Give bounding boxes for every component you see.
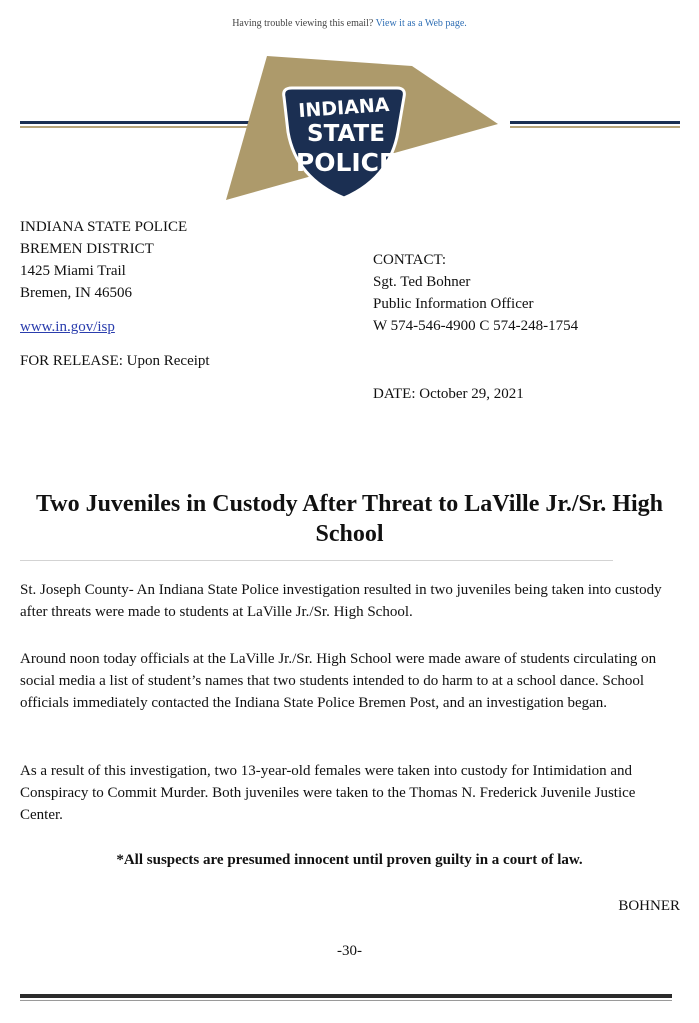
view-web-page-link[interactable]: View it as a Web page. xyxy=(375,18,467,29)
contact-title: Public Information Officer xyxy=(373,296,534,312)
district-name: BREMEN DISTRICT xyxy=(20,241,154,257)
contact-label: CONTACT: xyxy=(373,252,447,268)
street-address: 1425 Miami Trail xyxy=(20,263,126,279)
agency-name: INDIANA STATE POLICE xyxy=(20,219,188,235)
release-date: DATE: October 29, 2021 xyxy=(373,386,524,402)
body-paragraph: Around noon today officials at the LaVille Jr./Sr. High School were made aware of students circulating on social media a list of student’s names that two students intended to do harm to at a school dance. School officials immediately contacted the Indiana State Police Bremen Post, and an investigation began. xyxy=(20,651,657,711)
district-address-block xyxy=(20,216,187,304)
email-preheader xyxy=(0,18,699,29)
header-rule-right xyxy=(510,121,680,124)
preheader-text: Having trouble viewing this email? xyxy=(232,18,374,29)
contact-phones: W 574-546-4900 C 574-248-1754 xyxy=(373,318,579,334)
logo-text-state: STATE xyxy=(307,121,385,147)
isp-logo-graphic xyxy=(222,50,502,206)
contact-block xyxy=(373,249,578,337)
body-paragraph: As a result of this investigation, two 13-year-old females were taken into custody for Intimidation and Conspiracy to Commit Murder. Both juveniles were taken to the Thomas N. Frederick Juvenile Justice Center. xyxy=(20,763,636,823)
logo-text-indiana: INDIANA xyxy=(297,93,391,123)
end-mark: -30- xyxy=(337,943,362,959)
website-link[interactable]: www.in.gov/isp xyxy=(20,319,115,335)
contact-name: Sgt. Ted Bohner xyxy=(373,274,471,290)
release-line: FOR RELEASE: Upon Receipt xyxy=(20,353,210,369)
city-state-zip: Bremen, IN 46506 xyxy=(20,285,133,301)
author-signoff: BOHNER xyxy=(618,898,680,914)
innocence-disclaimer: *All suspects are presumed innocent until proven guilty in a court of law. xyxy=(116,852,583,868)
footer-rule xyxy=(20,994,672,998)
logo-text-police: POLICE xyxy=(295,148,397,177)
headline-divider xyxy=(20,560,613,561)
headline: Two Juveniles in Custody After Threat to LaVille Jr./Sr. High School xyxy=(36,491,663,547)
isp-logo xyxy=(222,50,502,211)
body-paragraph: St. Joseph County- An Indiana State Police investigation resulted in two juveniles being taken into custody after threats were made to students at LaVille Jr./Sr. High School. xyxy=(20,582,662,620)
